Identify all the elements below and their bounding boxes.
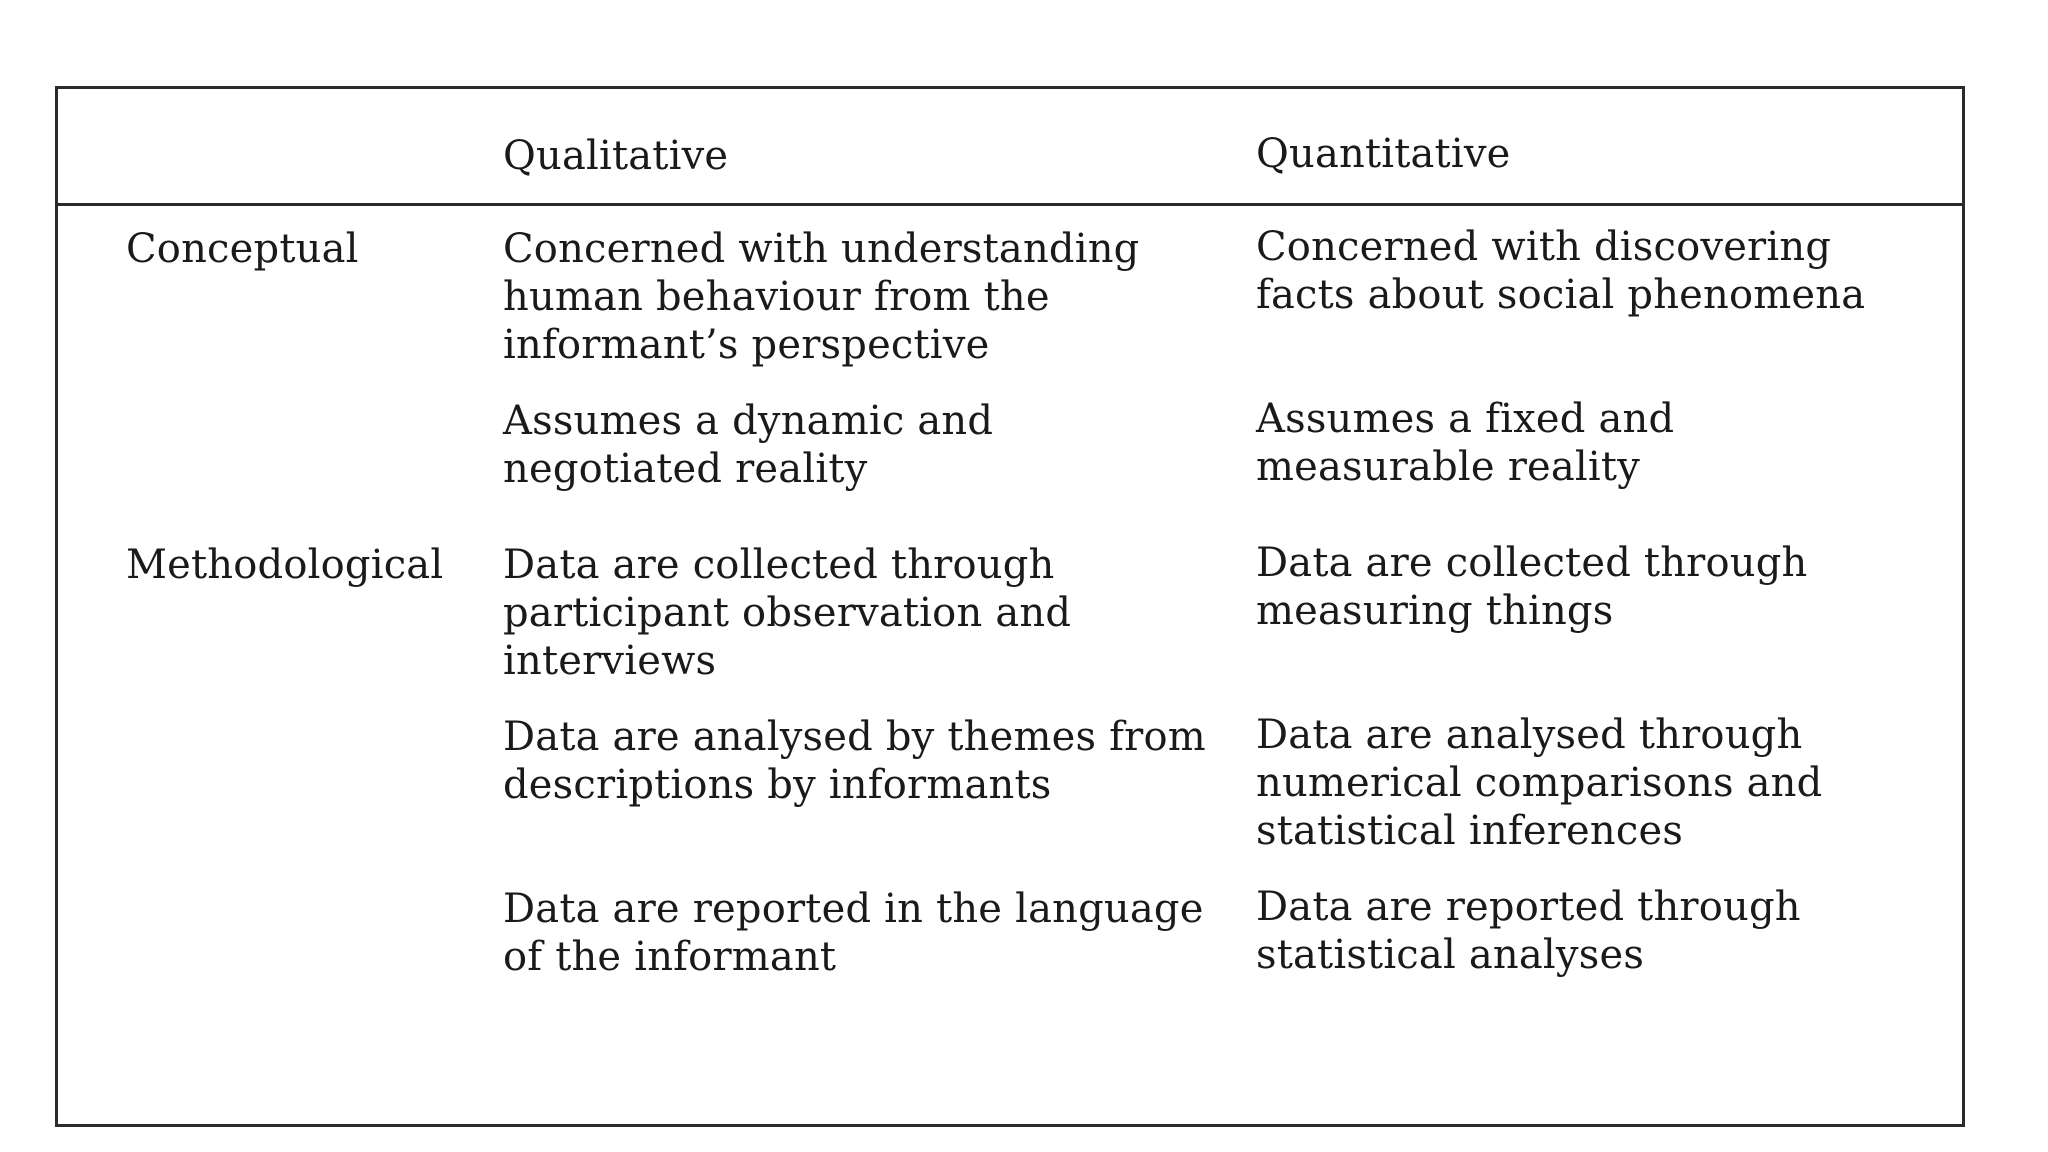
text-line: interviews (503, 638, 717, 684)
text-line: of the informant (503, 934, 837, 980)
text-line: Assumes a fixed and (1256, 396, 1675, 442)
header-divider (58, 203, 1962, 206)
text-line: measurable reality (1256, 444, 1640, 490)
text-line: Data are collected through (503, 542, 1055, 588)
row-3-qualitative (503, 541, 1071, 685)
row-1-quantitative (1256, 223, 1865, 319)
comparison-table (55, 86, 1965, 1127)
row-4-qualitative (503, 713, 1206, 809)
row-3-quantitative (1256, 539, 1808, 635)
text-line: Data are reported through (1256, 884, 1801, 930)
text-line: descriptions by informants (503, 762, 1052, 808)
header-quantitative: Quantitative (1256, 131, 1511, 177)
text-line: Assumes a dynamic and (503, 398, 994, 444)
row-2-quantitative (1256, 395, 1674, 491)
text-line: Concerned with understanding (503, 226, 1140, 272)
text-line: human behaviour from the (503, 274, 1050, 320)
row-5-qualitative (503, 885, 1204, 981)
row-2-qualitative (503, 397, 993, 493)
header-qualitative: Qualitative (503, 133, 729, 179)
row-category-conceptual: Conceptual (126, 226, 359, 272)
text-line: facts about social phenomena (1256, 272, 1866, 318)
row-category-methodological: Methodological (126, 542, 444, 588)
text-line: measuring things (1256, 588, 1614, 634)
row-5-quantitative (1256, 883, 1801, 979)
row-1-qualitative (503, 225, 1139, 369)
text-line: statistical inferences (1256, 808, 1684, 854)
row-4-quantitative (1256, 711, 1822, 855)
text-line: negotiated reality (503, 446, 868, 492)
text-line: Data are analysed through (1256, 712, 1803, 758)
text-line: Concerned with discovering (1256, 224, 1832, 270)
text-line: Data are reported in the language (503, 886, 1204, 932)
text-line: Data are collected through (1256, 540, 1808, 586)
text-line: Data are analysed by themes from (503, 714, 1206, 760)
text-line: numerical comparisons and (1256, 760, 1823, 806)
text-line: informant’s perspective (503, 322, 990, 368)
text-line: participant observation and (503, 590, 1072, 636)
text-line: statistical analyses (1256, 932, 1645, 978)
